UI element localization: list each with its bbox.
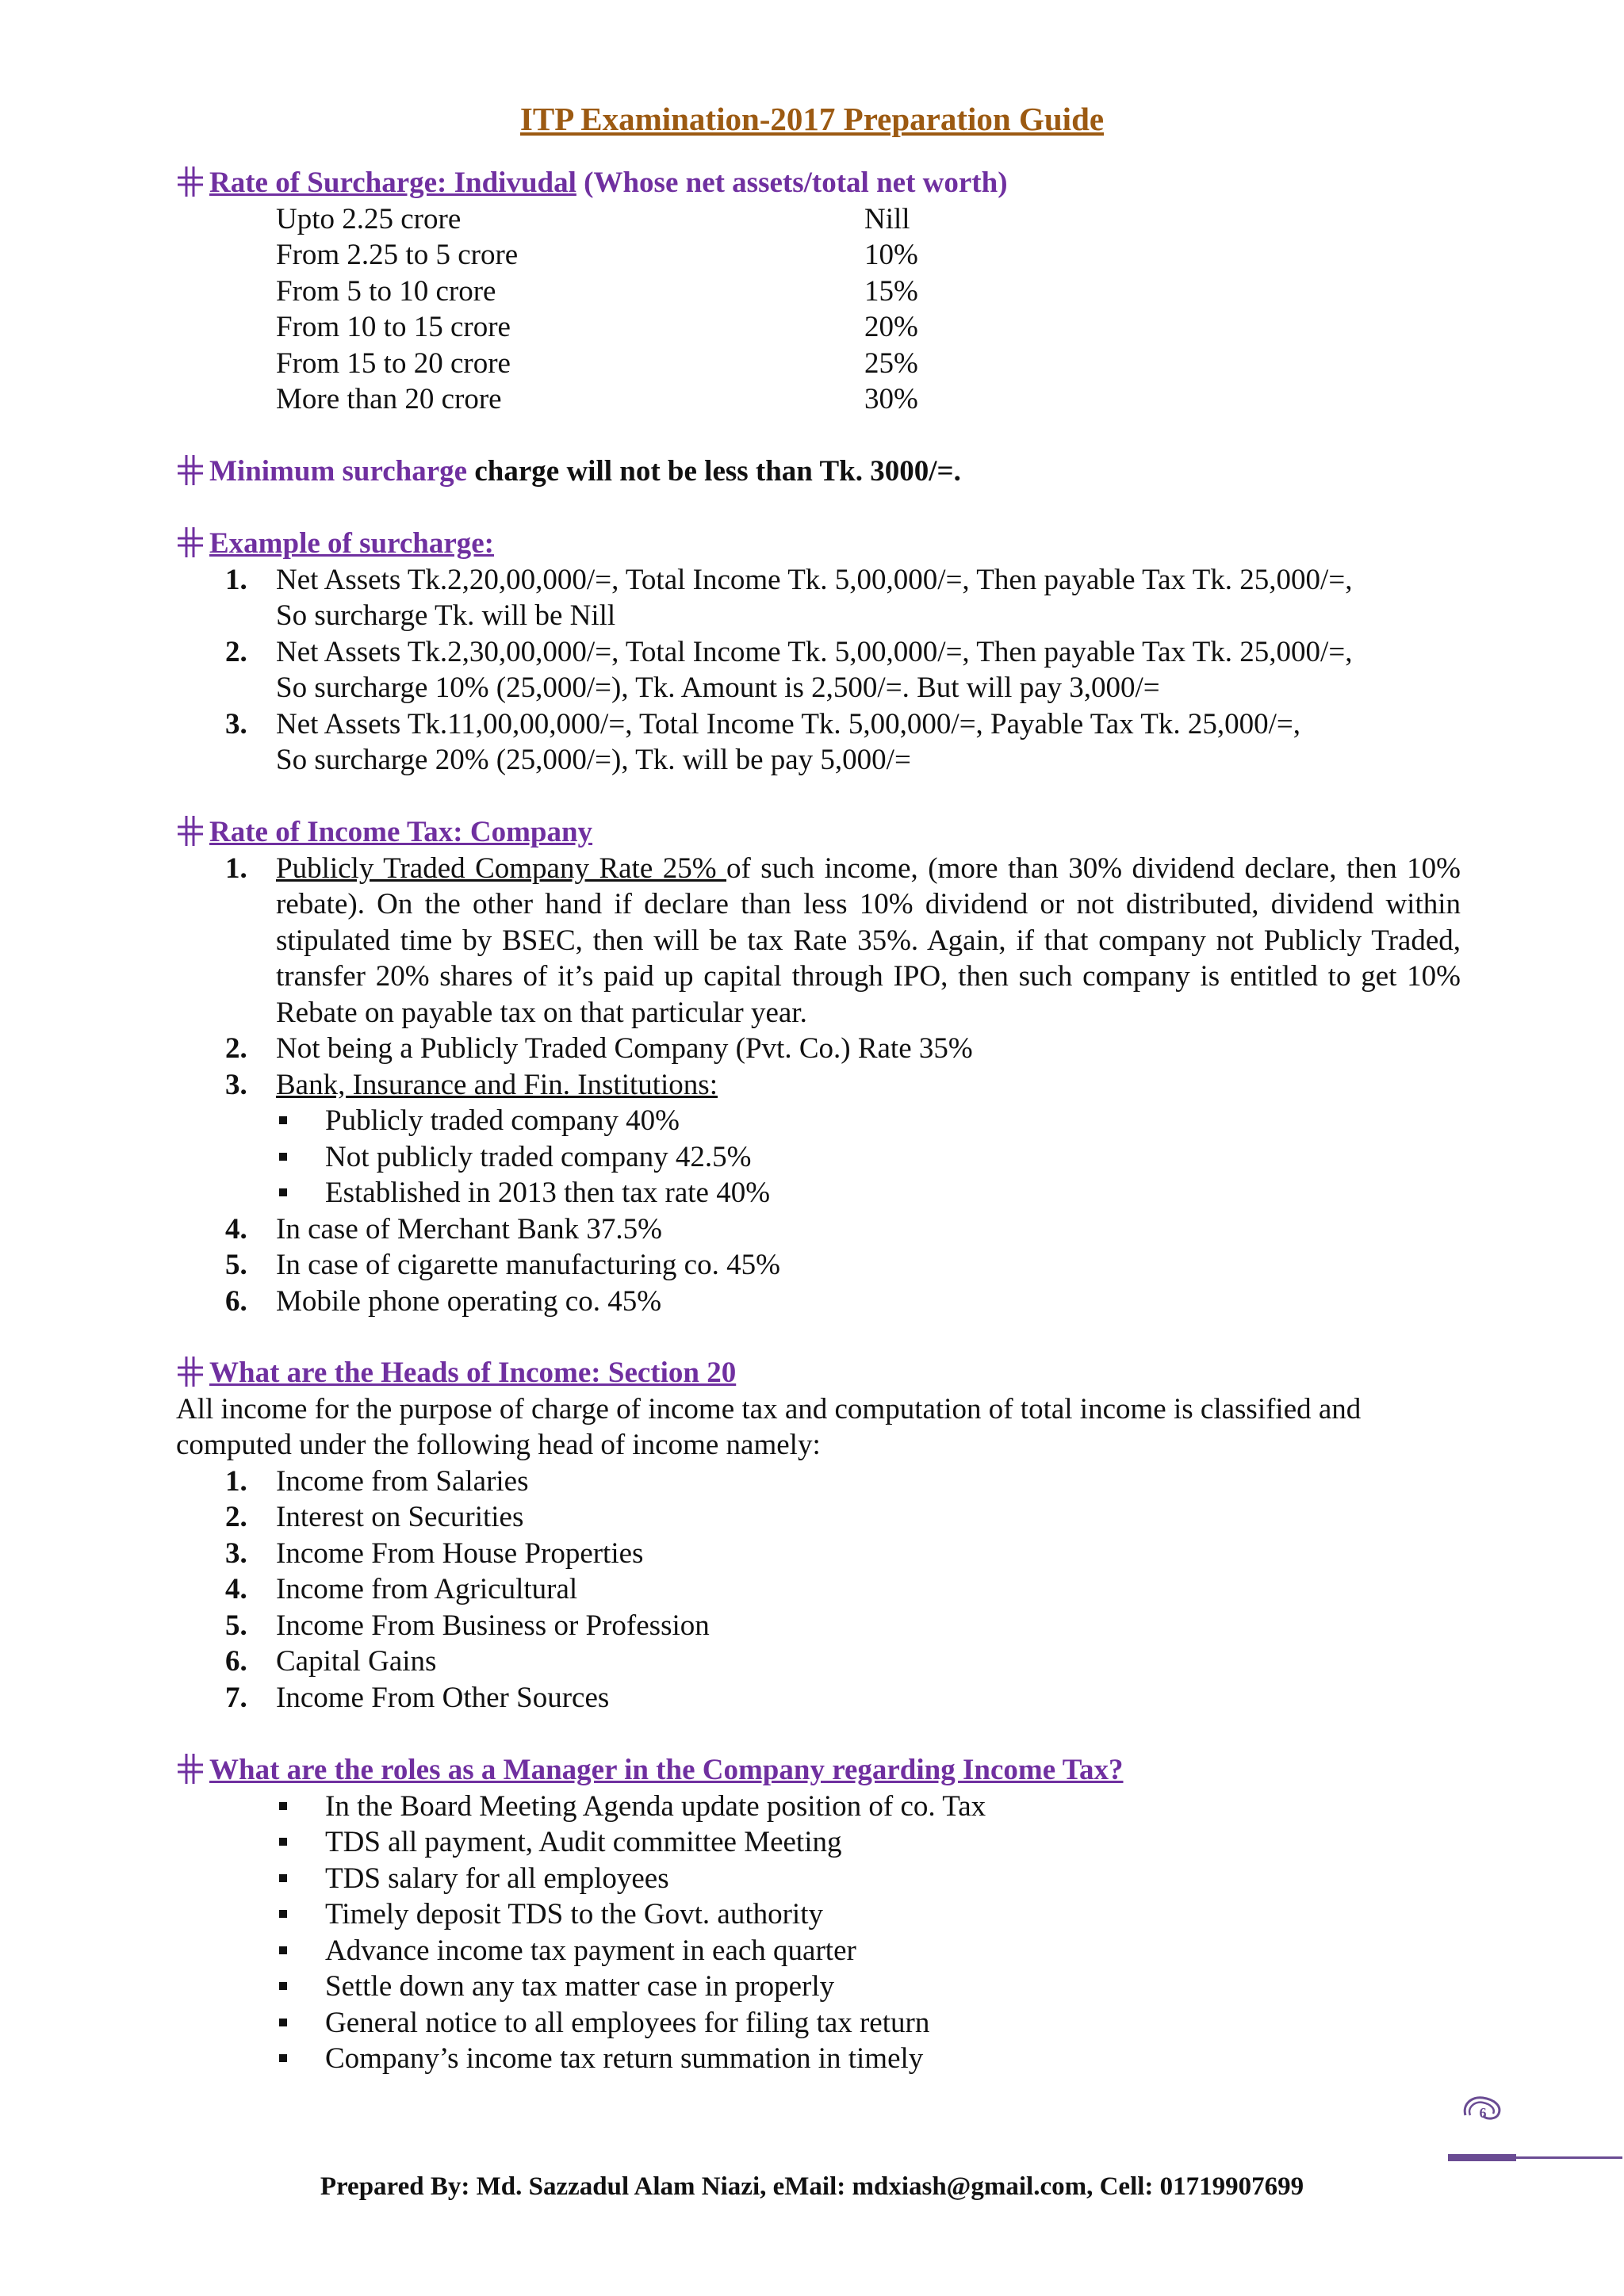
footer-credit: Prepared By: Md. Sazzadul Alam Niazi, eMail: mdxiash@gmail.com, Cell: 01719907699: [320, 2172, 1304, 2201]
hash-marker-icon: [176, 526, 209, 559]
income-head: Income from Salaries: [276, 1464, 529, 1498]
income-head: Capital Gains: [276, 1645, 437, 1678]
heads-of-income-heading: [176, 1355, 1461, 1391]
example-line: So surcharge 20% (25,000/=), Tk. will be pay 5,000/=: [276, 744, 911, 776]
bullet-item: [176, 1969, 1461, 2005]
square-bullet-icon: [279, 1874, 287, 1882]
bullet-text: Established in 2013 then tax rate 40%: [325, 1177, 771, 1209]
surcharge-heading-tail: (Whose net assets/total net worth): [576, 166, 1008, 199]
income-head: Income From Other Sources: [276, 1681, 610, 1714]
income-head: Income From House Properties: [276, 1536, 644, 1570]
example-line: So surcharge 10% (25,000/=), Tk. Amount is 2,500/=. But will pay 3,000/=: [276, 672, 1160, 704]
list-number: 4.: [225, 1212, 247, 1246]
square-bullet-icon: [279, 1910, 287, 1918]
page-title: ITP Examination-2017 Preparation Guide: [519, 101, 1105, 137]
company-tax-item-4: In case of Merchant Bank 37.5%: [276, 1212, 662, 1246]
list-number: 2.: [225, 1501, 247, 1533]
square-bullet-icon: [279, 1946, 287, 1954]
hash-marker-icon: [176, 1355, 209, 1388]
list-number: 7.: [225, 1681, 247, 1714]
square-bullet-icon: [279, 1838, 287, 1846]
page-number: 6: [1479, 2105, 1487, 2121]
list-number: 1.: [225, 563, 247, 596]
list-item: [176, 1247, 1461, 1284]
list-item: [176, 1571, 1461, 1608]
company-tax-item-6: Mobile phone operating co. 45%: [276, 1284, 662, 1318]
surcharge-row: [176, 309, 1461, 346]
surcharge-row: [176, 381, 1461, 418]
manager-roles-title: What are the roles as a Manager in the Company regarding Income Tax?: [209, 1754, 1124, 1786]
income-head: Income from Agricultural: [276, 1573, 578, 1605]
bullet-item: [176, 1175, 1461, 1211]
surcharge-range: From 2.25 to 5 crore: [276, 239, 519, 271]
surcharge-rate-section: [176, 165, 1461, 418]
surcharge-range: From 5 to 10 crore: [276, 274, 496, 308]
bullet-text: Settle down any tax matter case in properly: [325, 1970, 835, 2003]
bullet-item: [176, 1896, 1461, 1933]
surcharge-example-section: [176, 526, 1461, 779]
list-number: 3.: [225, 1536, 247, 1570]
list-item: [176, 1644, 1461, 1680]
heads-of-income-title: What are the Heads of Income: Section 20: [209, 1357, 737, 1389]
surcharge-range: From 10 to 15 crore: [276, 311, 511, 343]
hash-marker-icon: [176, 814, 209, 848]
surcharge-rate: 15%: [864, 274, 918, 308]
list-number: 2.: [225, 635, 247, 668]
company-tax-item-1-text: of such income, (more than 30% dividend declare, then 10% rebate). On the other hand if declare than less 10% dividend or not distributed, dividend within stipulated time by BSEC, then will be tax Rate 35%. Again, if that company not Publicly Traded, transfer 20% shares of it’s paid up capital through IPO, then such company is entitled to get 10% Rebate on payable tax on that particular year.: [276, 851, 1461, 1029]
surcharge-range: From 15 to 20 crore: [276, 346, 511, 380]
bullet-item: [176, 1824, 1461, 1861]
list-number: 6.: [225, 1284, 247, 1318]
bullet-text: Publicly traded company 40%: [325, 1104, 680, 1137]
bullet-item: [176, 2041, 1461, 2077]
company-tax-item-3: Bank, Insurance and Fin. Institutions:: [276, 1068, 718, 1101]
list-item: [176, 1284, 1461, 1320]
surcharge-row: [176, 237, 1461, 274]
company-tax-item-1-underlined: Publicly Traded Company Rate 25%: [276, 851, 727, 885]
list-item: [176, 634, 1461, 706]
example-line: Net Assets Tk.2,30,00,000/=, Total Income Tk. 5,00,000/=, Then payable Tax Tk. 25,000/=,: [276, 635, 1353, 668]
bullet-text: In the Board Meeting Agenda update position of co. Tax: [325, 1789, 986, 1823]
list-item: [176, 1680, 1461, 1716]
bullet-text: TDS salary for all employees: [325, 1862, 669, 1895]
minimum-surcharge-heading: [176, 453, 1461, 490]
company-tax-section: [176, 814, 1461, 1319]
heads-of-income-section: [176, 1355, 1461, 1716]
list-item: [176, 1536, 1461, 1572]
surcharge-heading-main: Rate of Surcharge: Indivudal: [209, 166, 576, 199]
example-line: Net Assets Tk.11,00,00,000/=, Total Income Tk. 5,00,000/=, Payable Tax Tk. 25,000/=,: [276, 707, 1301, 740]
manager-roles-heading: [176, 1752, 1461, 1789]
surcharge-range: More than 20 crore: [276, 383, 502, 415]
minimum-surcharge-text: charge will not be less than Tk. 3000/=.: [467, 455, 961, 488]
square-bullet-icon: [279, 1116, 287, 1124]
example-line: Net Assets Tk.2,20,00,000/=, Total Income Tk. 5,00,000/=, Then payable Tax Tk. 25,000/=,: [276, 563, 1353, 596]
surcharge-rate: 10%: [864, 239, 918, 271]
list-number: 2.: [225, 1032, 247, 1065]
list-number: 5.: [225, 1609, 247, 1642]
bullet-item: [176, 1139, 1461, 1176]
surcharge-example-heading: [176, 526, 1461, 562]
bullet-item: [176, 1789, 1461, 1825]
heads-of-income-intro: All income for the purpose of charge of income tax and computation of total income is classified and computed under the following head of income namely:: [176, 1392, 1362, 1461]
list-number: 4.: [225, 1573, 247, 1605]
page-number-logo-icon: [1459, 2091, 1507, 2123]
bullet-text: General notice to all employees for filing tax return: [325, 2006, 930, 2039]
income-head: Income From Business or Profession: [276, 1609, 710, 1642]
square-bullet-icon: [279, 1802, 287, 1810]
square-bullet-icon: [279, 1188, 287, 1196]
bullet-text: Advance income tax payment in each quarter: [325, 1934, 856, 1967]
company-tax-item-1: [276, 851, 1461, 1031]
list-item: [176, 562, 1461, 634]
list-number: 6.: [225, 1645, 247, 1678]
list-number: 3.: [225, 1068, 247, 1101]
list-item: [176, 851, 1461, 1031]
surcharge-rate-heading: [176, 165, 1461, 201]
footer-rule-accent: [1448, 2154, 1516, 2161]
company-tax-heading: [176, 814, 1461, 851]
list-item: [176, 1211, 1461, 1248]
bullet-text: TDS all payment, Audit committee Meeting: [325, 1826, 842, 1858]
square-bullet-icon: [279, 2054, 287, 2062]
surcharge-rate: 25%: [864, 346, 918, 380]
company-tax-title: Rate of Income Tax: Company: [209, 816, 593, 848]
hash-marker-icon: [176, 453, 209, 487]
minimum-surcharge-section: [176, 453, 1461, 490]
bullet-text: Not publicly traded company 42.5%: [325, 1140, 752, 1173]
list-item: [176, 1608, 1461, 1644]
square-bullet-icon: [279, 1982, 287, 1990]
company-tax-item-2: Not being a Publicly Traded Company (Pvt. Co.) Rate 35%: [276, 1032, 973, 1065]
surcharge-row: [176, 274, 1461, 310]
bullet-item: [176, 2005, 1461, 2042]
square-bullet-icon: [279, 2019, 287, 2026]
hash-marker-icon: [176, 1752, 209, 1785]
list-item: [176, 1499, 1461, 1536]
surcharge-rate: Nill: [864, 202, 910, 235]
bullet-item: [176, 1861, 1461, 1897]
surcharge-rate: 20%: [864, 311, 918, 343]
bullet-text: Company’s income tax return summation in timely: [325, 2042, 924, 2075]
surcharge-rate: 30%: [864, 383, 918, 415]
list-number: 1.: [225, 1464, 247, 1498]
manager-roles-section: [176, 1752, 1461, 2077]
example-line: So surcharge Tk. will be Nill: [276, 599, 616, 632]
list-number: 3.: [225, 707, 247, 740]
surcharge-row: [176, 346, 1461, 382]
list-number: 5.: [225, 1249, 247, 1281]
minimum-surcharge-label: Minimum surcharge: [209, 455, 468, 488]
surcharge-range: Upto 2.25 crore: [276, 202, 462, 235]
company-tax-item-5: In case of cigarette manufacturing co. 45%: [276, 1249, 780, 1281]
bullet-text: Timely deposit TDS to the Govt. authority: [325, 1898, 823, 1931]
list-item: [176, 706, 1461, 779]
list-item: [176, 1067, 1461, 1104]
bullet-item: [176, 1103, 1461, 1139]
list-item: [176, 1464, 1461, 1500]
surcharge-example-title: Example of surcharge:: [209, 527, 494, 560]
hash-marker-icon: [176, 165, 209, 198]
list-number: 1.: [225, 851, 247, 885]
list-item: [176, 1031, 1461, 1067]
square-bullet-icon: [279, 1153, 287, 1161]
income-head: Interest on Securities: [276, 1501, 524, 1533]
surcharge-row: [176, 201, 1461, 238]
bullet-item: [176, 1933, 1461, 1969]
